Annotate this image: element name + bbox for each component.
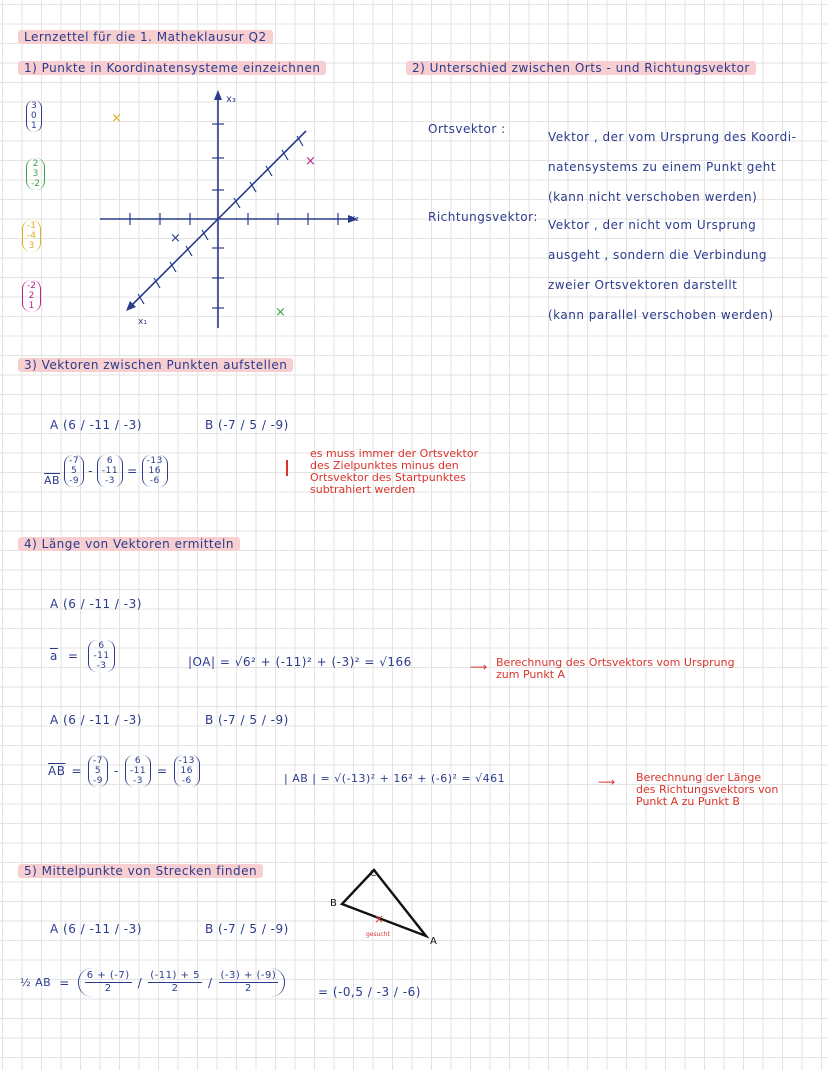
midpoint-marker: × (374, 912, 385, 926)
oa-length-formula: |OA| = √6² + (-11)² + (-3)² = √166 (188, 655, 412, 669)
ab-length-formula: | AB | = √(-13)² + 16² + (-6)² = √461 (284, 772, 506, 785)
point-marker-magenta: × (305, 154, 316, 169)
vector-a: $\overline{a}$ = 6 -11 -3 (50, 640, 115, 672)
ortsvektor-definition: Vektor , der vom Ursprung des Koordi- natensystems zu einem Punkt geht (kann nicht verschoben werden) (548, 130, 797, 204)
triangle-label-c: C (370, 869, 377, 879)
section-2-heading: 2) Unterschied zwischen Orts - und Richtungsvektor (406, 61, 756, 75)
point-a-2: A (6 / -11 / -3) (50, 713, 142, 727)
point-marker-blue: × (170, 231, 181, 246)
midpoint-result: = (-0,5 / -3 / -6) (318, 985, 421, 999)
point-a: A (6 / -11 / -3) (50, 418, 142, 432)
triangle-label-a: A (430, 936, 437, 947)
coordinate-system (90, 88, 380, 338)
richtungsvektor-definition: Vektor , der nicht vom Ursprung ausgeht , sondern die Verbindung zweier Ortsvektoren darstellt (kann parallel verschoben werden) (548, 218, 774, 322)
midpoint-note: gesucht (366, 931, 390, 938)
vector-2: 2 3 -2 (26, 158, 45, 190)
triangle-label-b: B (330, 898, 337, 909)
richtungsvektor-label: Richtungsvektor: (428, 210, 538, 224)
ortsvektor-label: Ortsvektor : (428, 122, 506, 136)
midpoint-calculation: ½ AB = $\frac{6 + (-7)}{2}$ / $\frac{(-11) + 5}{2}$ / $\frac{(-3) + (-9)}{2}$ (20, 968, 285, 997)
section-1-heading: 1) Punkte in Koordinatensysteme einzeichnen (18, 61, 326, 75)
note-bar (286, 460, 288, 476)
axis-x3-label: x₃ (226, 94, 236, 105)
point-a-midpoint: A (6 / -11 / -3) (50, 922, 142, 936)
section-5-heading: 5) Mittelpunkte von Strecken finden (18, 864, 263, 878)
arrow-icon: ⟶ (470, 660, 488, 674)
point-a-length: A (6 / -11 / -3) (50, 597, 142, 611)
page-title: Lernzettel für die 1. Matheklausur Q2 (18, 30, 273, 44)
vector-1: 3 0 1 (26, 100, 42, 132)
point-b: B (-7 / 5 / -9) (205, 418, 289, 432)
vector-ab-calculation: $\overline{AB}$ -7 5 -9 - 6 -11 -3 = -13 16 -6 (44, 455, 168, 487)
triangle-sketch (322, 862, 452, 952)
section-4-heading: 4) Länge von Vektoren ermitteln (18, 537, 240, 551)
axis-x1-label: x₁ (138, 317, 147, 327)
vector-ab-length-calc: $\overline{AB}$ = -7 5 -9 - 6 -11 -3 = -13 16 -6 (48, 755, 200, 787)
section-3-heading: 3) Vektoren zwischen Punkten aufstellen (18, 358, 293, 372)
point-marker-yellow: × (111, 111, 122, 126)
arrow-icon-2: ⟶ (598, 775, 616, 789)
subtraction-note: es muss immer der Ortsvektor des Zielpunktes minus den Ortsvektor des Startpunktes subtrahiert werden (310, 447, 479, 496)
vector-3: -1 -4 3 (22, 220, 41, 252)
oa-note: Berechnung des Ortsvektors vom Ursprung zum Punkt A (496, 656, 735, 681)
point-b-midpoint: B (-7 / 5 / -9) (205, 922, 289, 936)
ab-note: Berechnung der Länge des Richtungsvektors von Punkt A zu Punkt B (636, 771, 779, 808)
point-marker-green: × (275, 305, 286, 320)
vector-4: -2 2 1 (22, 280, 41, 312)
point-b-2: B (-7 / 5 / -9) (205, 713, 289, 727)
axis-x2-label: x₂ (350, 214, 359, 224)
